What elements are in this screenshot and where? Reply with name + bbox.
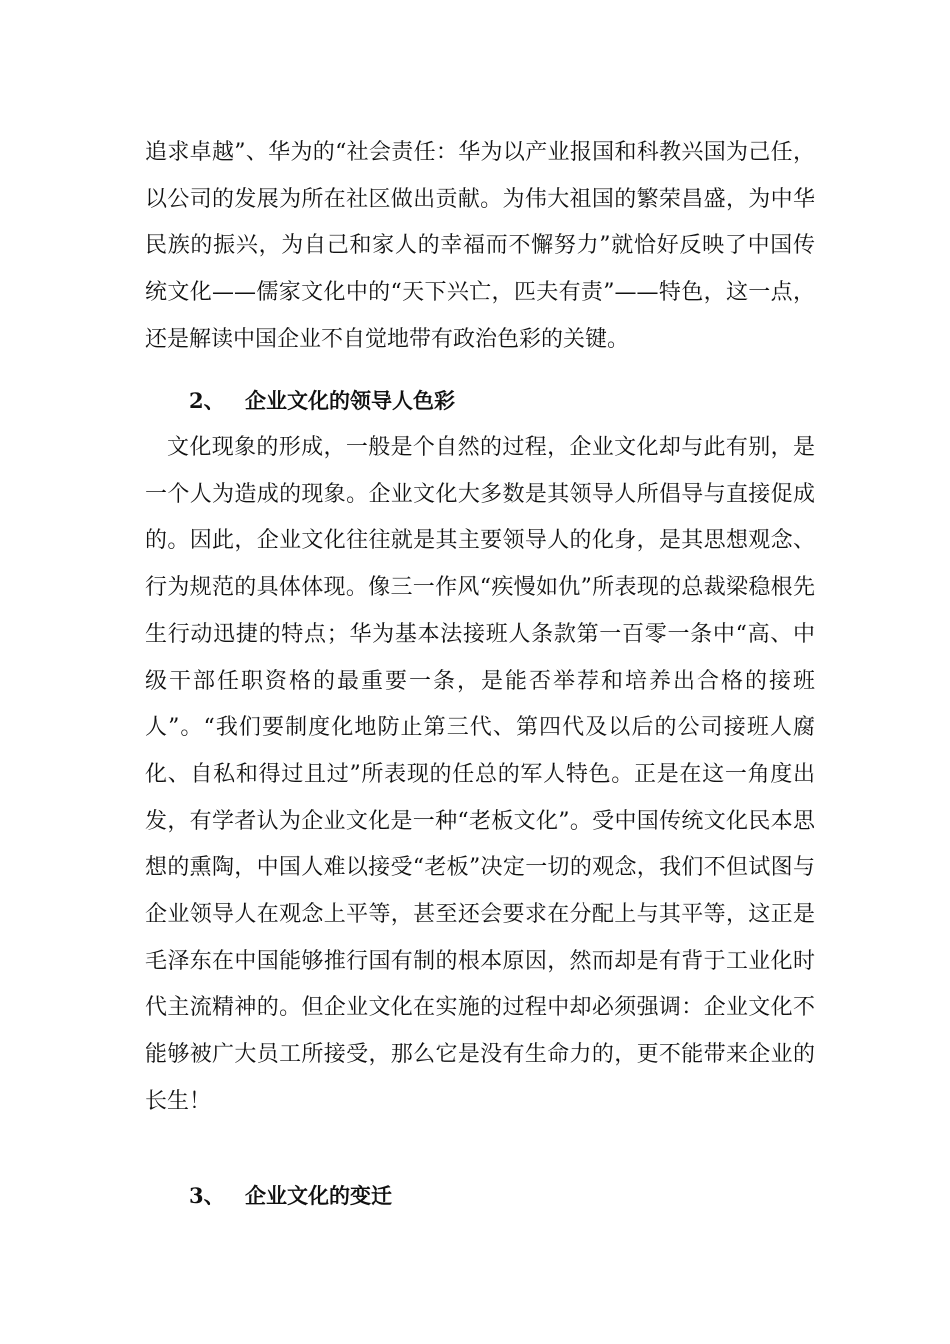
section-heading-2 [189, 378, 455, 424]
paragraph-continued: 追求卓越”、华为的“社会责任：华为以产业报国和科教兴国为己任，以公司的发展为所在社区做出贡献。为伟大祖国的繁荣昌盛，为中华民族的振兴，为自己和家人的幸福而不懈努力”就恰好反映了中国传统文化——儒家文化中的“天下兴亡，匹夫有责”——特色，这一点，还是解读中国企业不自觉地带有政治色彩的关键。 [145, 140, 815, 352]
section-title: 企业文化的变迁 [245, 1183, 392, 1208]
section-title: 企业文化的领导人色彩 [245, 388, 455, 413]
section-heading-3 [189, 1173, 392, 1219]
paragraph-leadership: 文化现象的形成，一般是个自然的过程，企业文化却与此有别，是一个人为造成的现象。企业文化大多数是其领导人所倡导与直接促成的。因此，企业文化往往就是其主要领导人的化身，是其思想观念、行为规范的具体体现。像三一作风“疾慢如仇”所表现的总裁梁稳根先生行动迅捷的特点；华为基本法接班人条款第一百零一条中“高、中级干部任职资格的最重要一条，是能否举荐和培养出合格的接班人”。“我们要制度化地防止第三代、第四代及以后的公司接班人腐化、自私和得过且过”所表现的任总的军人特色。正是在这一角度出发，有学者认为企业文化是一种“老板文化”。受中国传统文化民本思想的熏陶，中国人难以接受“老板”决定一切的观念，我们不但试图与企业领导人在观念上平等，甚至还会要求在分配上与其平等，这正是毛泽东在中国能够推行国有制的根本原因，然而却是有背于工业化时代主流精神的。但企业文化在实施的过程中却必须强调：企业文化不能够被广大员工所接受，那么它是没有生命力的，更不能带来企业的长生！ [145, 435, 815, 1114]
section-number: 2、 [189, 388, 225, 413]
section-number: 3、 [189, 1183, 225, 1208]
